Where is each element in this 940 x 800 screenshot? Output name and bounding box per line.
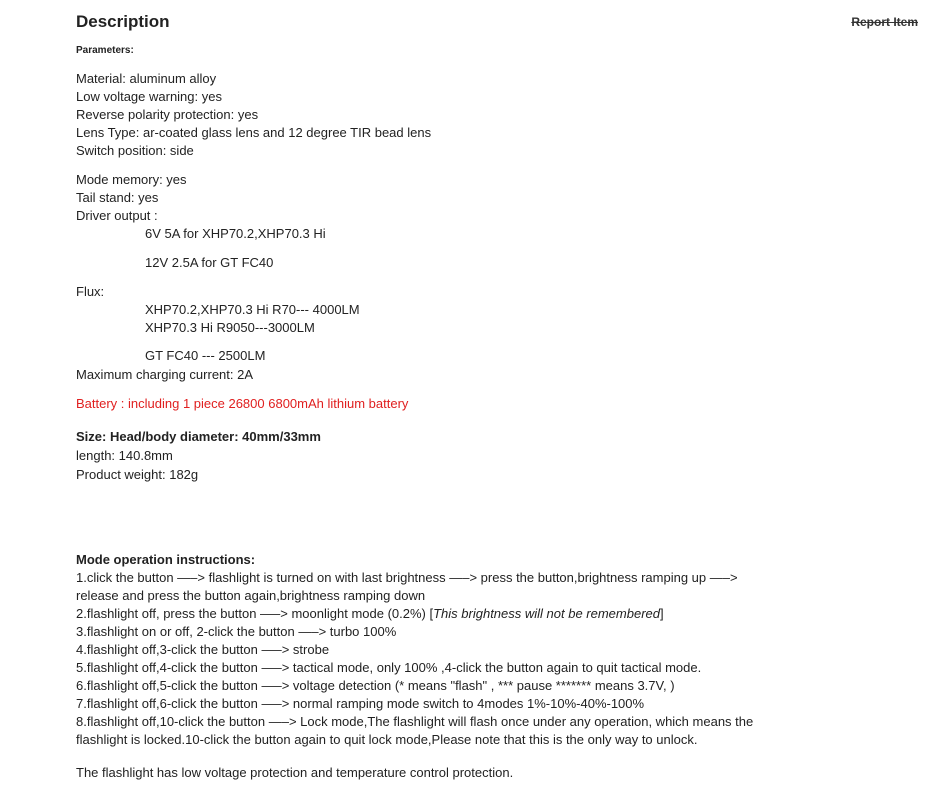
spec-max-charging: Maximum charging current: 2A [76, 367, 254, 382]
mode-6: 6.flashlight off,5-click the button —–> voltage detection (* means "flash" , *** pause ******* means 3.7V, ) [76, 678, 675, 693]
mode-8b: flashlight is locked.10-click the button again to quit lock mode,Please note that this is the only way to unlock. [76, 732, 698, 747]
mode-3: 3.flashlight on or off, 2-click the button —–> turbo 100% [76, 624, 397, 639]
mode-1b: release and press the button again,brightness ramping down [76, 588, 426, 603]
spec-tail-stand: Tail stand: yes [76, 190, 159, 205]
spec-flux-3: GT FC40 --- 2500LM [145, 348, 266, 363]
parameters-heading: Parameters: [76, 45, 134, 56]
spec-battery: Battery : including 1 piece 26800 6800mAh lithium battery [76, 396, 409, 411]
description-title: Description [76, 12, 170, 31]
spec-reverse-polarity: Reverse polarity protection: yes [76, 107, 259, 122]
mode-2-text: 2.flashlight off, press the button —–> moonlight mode (0.2%) [ [76, 606, 434, 621]
spec-driver-1: 6V 5A for XHP70.2,XHP70.3 Hi [145, 226, 326, 241]
modes-heading: Mode operation instructions: [76, 552, 256, 567]
spec-switch: Switch position: side [76, 143, 194, 158]
spec-lens: Lens Type: ar-coated glass lens and 12 degree TIR bead lens [76, 125, 432, 140]
spec-length: length: 140.8mm [76, 448, 173, 463]
protection-note: The flashlight has low voltage protection and temperature control protection. [76, 765, 514, 780]
spec-flux-1: XHP70.2,XHP70.3 Hi R70--- 4000LM [145, 302, 360, 317]
mode-1a: 1.click the button —–> flashlight is turned on with last brightness —–> press the button,brightness ramping up —–> [76, 570, 738, 585]
spec-driver-2: 12V 2.5A for GT FC40 [145, 255, 274, 270]
mode-2 [76, 605, 664, 622]
mode-2-close: ] [660, 606, 664, 621]
spec-material: Material: aluminum alloy [76, 71, 217, 86]
spec-driver-label: Driver output : [76, 208, 158, 223]
spec-size: Size: Head/body diameter: 40mm/33mm [76, 429, 321, 444]
spec-flux-label: Flux: [76, 284, 105, 299]
spec-low-voltage: Low voltage warning: yes [76, 89, 222, 104]
mode-4: 4.flashlight off,3-click the button —–> strobe [76, 642, 330, 657]
mode-8a: 8.flashlight off,10-click the button —–> Lock mode,The flashlight will flash once under any operation, which means the [76, 714, 754, 729]
spec-weight: Product weight: 182g [76, 467, 199, 482]
report-item-link[interactable]: Report Item [851, 15, 918, 29]
spec-flux-2: XHP70.3 Hi R9050---3000LM [145, 320, 315, 335]
mode-2-note: This brightness will not be remembered [433, 606, 660, 621]
mode-7: 7.flashlight off,6-click the button —–> normal ramping mode switch to 4modes 1%-10%-40%-100% [76, 696, 645, 711]
spec-mode-memory: Mode memory: yes [76, 172, 187, 187]
mode-5: 5.flashlight off,4-click the button —–> tactical mode, only 100% ,4-click the button again to quit tactical mode. [76, 660, 702, 675]
